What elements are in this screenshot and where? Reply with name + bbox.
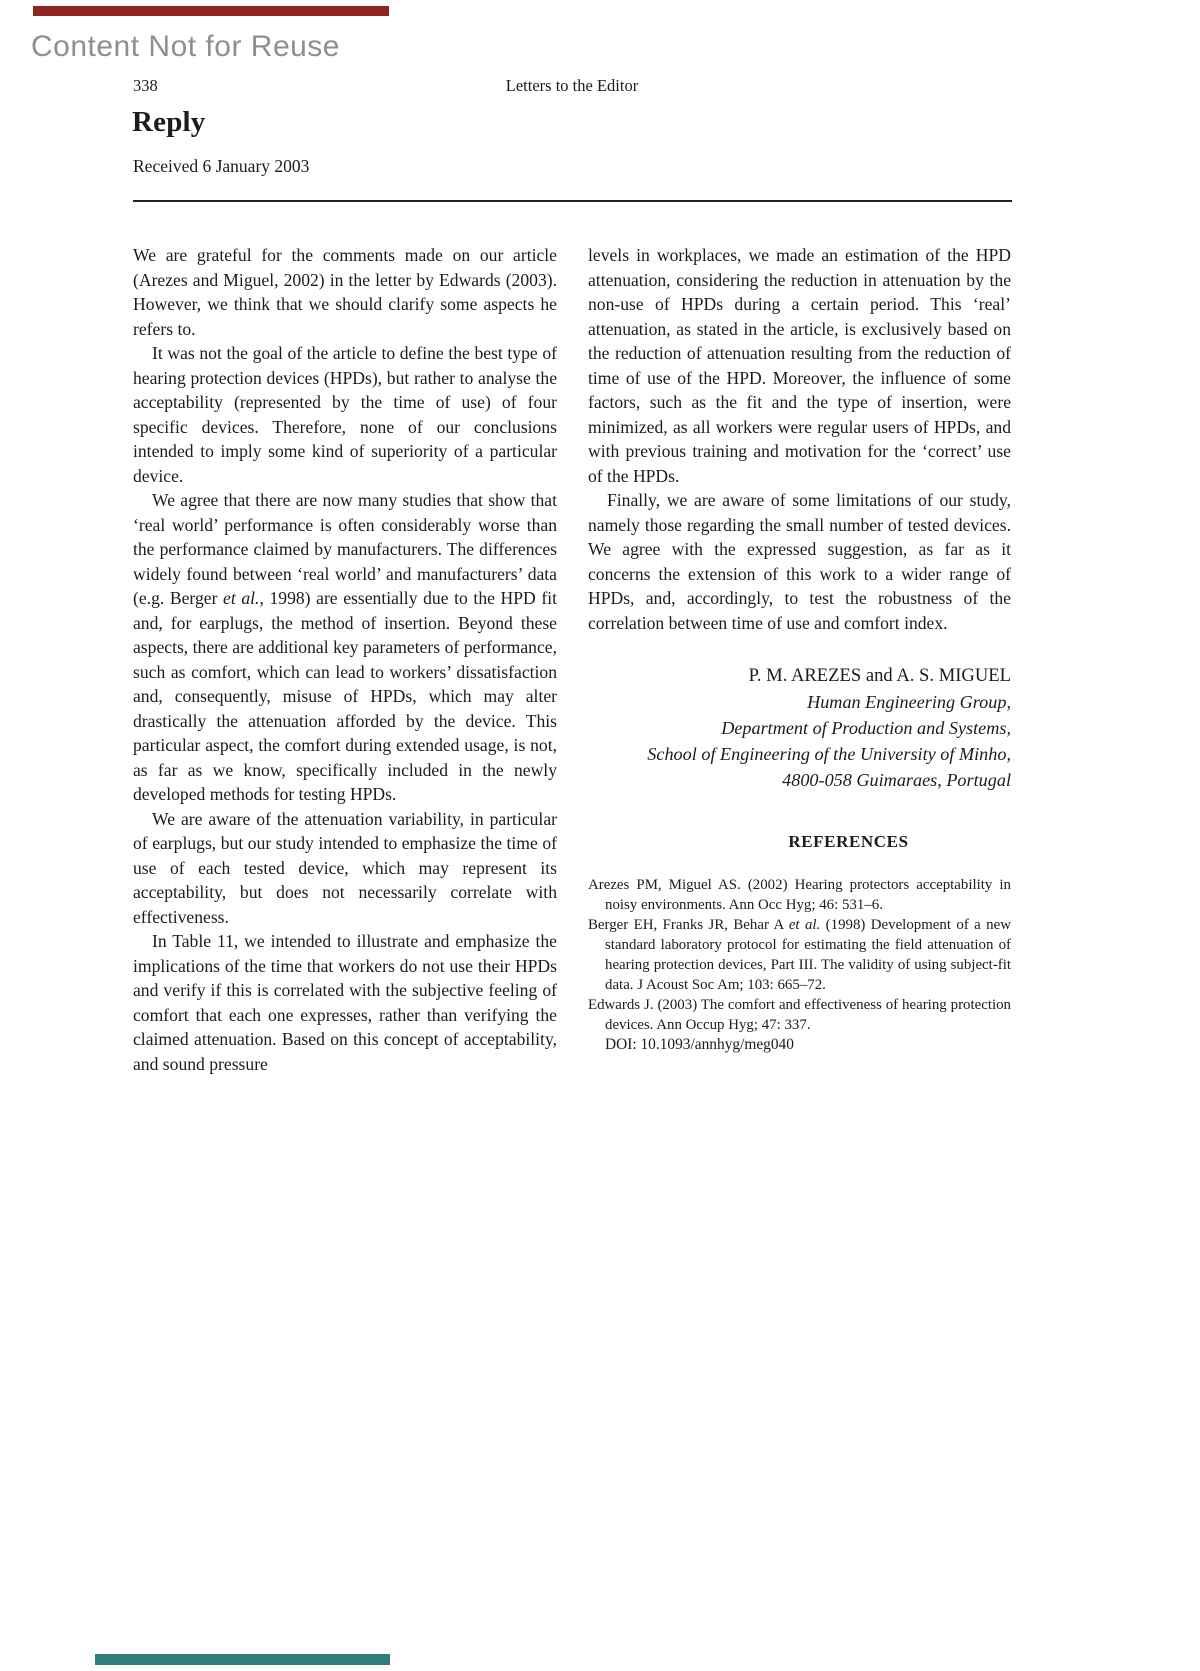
reference-list (588, 875, 1011, 1055)
affiliation-line-1: Human Engineering Group, (807, 692, 1011, 712)
right-column (588, 243, 1011, 1055)
received-date: Received 6 January 2003 (133, 156, 310, 176)
paragraph-3 (133, 488, 557, 807)
reference-berger-run-2: (1998) Development of a new standard laboratory protocol for estimating the field attenuation of hearing protection devices, Part III. The validity of using subject-fit data. J Acoust Soc Am; 103: 665–72. (605, 916, 1011, 993)
paragraph-3-run-0: We agree that there are now many studies that show that ‘real world’ performance is often considerably worse than the performance claimed by manufacturers. The differences widely found between ‘real world’ and manufacturers’ data (e.g. Berger (133, 490, 557, 608)
affiliation-line-2: Department of Production and Systems, (721, 718, 1011, 738)
signature-block (588, 662, 1011, 793)
left-column (133, 243, 557, 1076)
reference-item-arezes: Arezes PM, Miguel AS. (2002) Hearing protectors acceptability in noisy environments. Ann Occ Hyg; 46: 531–6. (588, 876, 1011, 913)
paragraph-5: In Table 11, we intended to illustrate and emphasize the implications of the time that workers do not use their HPDs and verify if this is correlated with the subjective feeling of comfort that each one expresses, rather than verifying the claimed attenuation. Based on this concept of acceptability, and sound pressure (133, 931, 557, 1074)
paragraph-2: It was not the goal of the article to define the best type of hearing protection devices (HPDs), but rather to analyse the acceptability (represented by the time of use) of four specific devices. Therefore, none of our conclusions intended to imply some kind of superiority of a particular device. (133, 343, 557, 486)
article-title: Reply (132, 106, 206, 138)
reference-item-edwards: Edwards J. (2003) The comfort and effectiveness of hearing protection devices. Ann Occup Hyg; 47: 337. (588, 996, 1011, 1033)
bottom-redaction-bar (95, 1654, 390, 1665)
affiliation-line-4: 4800-058 Guimaraes, Portugal (782, 770, 1011, 790)
author-names: P. M. AREZES and A. S. MIGUEL (748, 665, 1011, 686)
paragraph-3-et-al: et al. (223, 588, 260, 608)
page-number: 338 (133, 76, 158, 95)
doi-line: DOI: 10.1093/annhyg/meg040 (605, 1035, 794, 1053)
paragraph-1: We are grateful for the comments made on our article (Arezes and Miguel, 2002) in the letter by Edwards (2003). However, we think that we should clarify some aspects he refers to. (133, 245, 557, 339)
divider-rule (133, 200, 1012, 202)
references-heading: REFERENCES (788, 832, 909, 851)
top-redaction-bar (33, 6, 389, 16)
reference-berger-et-al: et al. (788, 916, 821, 933)
watermark-text: Content Not for Reuse (31, 30, 340, 63)
paragraph-3-run-2: , 1998) are essentially due to the HPD fit and, for earplugs, the method of insertion. Beyond these aspects, there are additional key parameters of performance, such as comfort, which can lead to workers’ dissatisfaction and, consequently, misuse of HPDs, which may alter drastically the attenuation afforded by the device. This particular aspect, the comfort during extended usage, is not, as far as we know, specifically included in the newly developed methods for testing HPDs. (133, 588, 557, 804)
paragraph-4: We are aware of the attenuation variability, in particular of earplugs, but our study intended to emphasize the time of use of each tested device, which may represent its acceptability, but does not necessarily correlate with effectiveness. (133, 808, 557, 927)
paragraph-6: levels in workplaces, we made an estimation of the HPD attenuation, considering the reduction in attenuation by the non-use of HPDs during a certain period. This ‘real’ attenuation, as stated in the article, is exclusively based on the reduction of attenuation resulting from the reduction of time of use of the HPD. Moreover, the influence of some factors, such as the fit and the type of insertion, were minimized, as all workers were regular users of HPDs, and with previous training and motivation for the ‘correct’ use of the HPDs. (588, 245, 1011, 486)
running-head: Letters to the Editor (505, 76, 639, 95)
reference-item-berger (588, 915, 1011, 995)
reference-berger-run-0: Berger EH, Franks JR, Behar A (588, 916, 789, 933)
paragraph-7: Finally, we are aware of some limitations of our study, namely those regarding the small number of tested devices. We agree with the expressed suggestion, as far as it concerns the extension of this work to a wider range of HPDs, and, accordingly, to test the robustness of the correlation between time of use and comfort index. (588, 490, 1011, 633)
affiliation-line-3: School of Engineering of the University of Minho, (647, 744, 1011, 764)
